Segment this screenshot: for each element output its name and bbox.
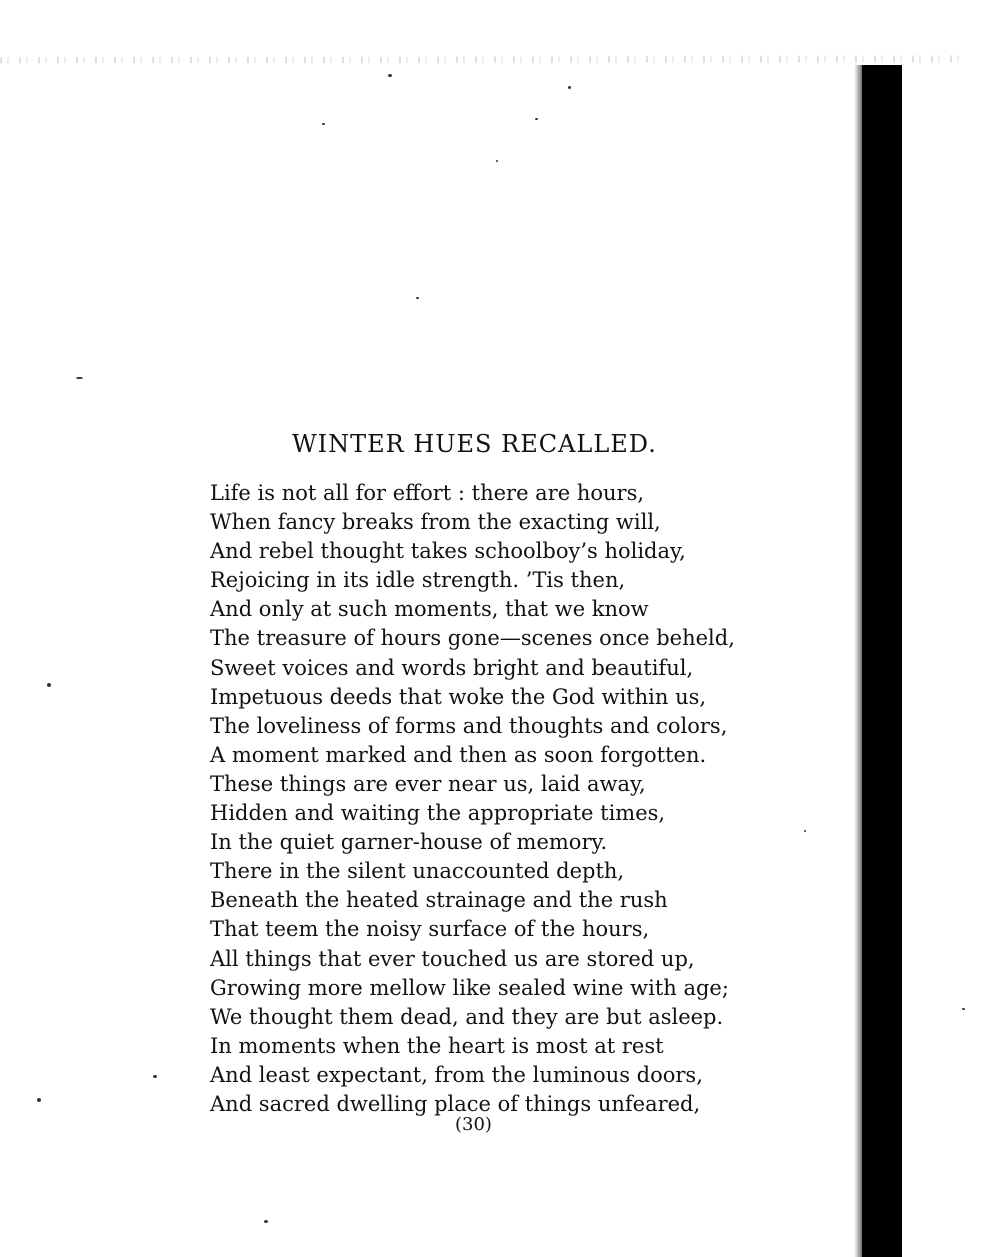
poem-line: A moment marked and then as soon forgotten. xyxy=(210,742,707,767)
scan-speck xyxy=(37,1098,41,1102)
poem-line: These things are ever near us, laid away, xyxy=(210,771,646,796)
scan-speck xyxy=(264,1220,268,1223)
poem-title: WINTER HUES RECALLED. xyxy=(292,430,657,458)
scan-speck xyxy=(568,86,571,89)
poem-line: Beneath the heated strainage and the rush xyxy=(210,888,668,913)
poem-line: In the quiet garner-house of memory. xyxy=(210,830,608,855)
poem-line: That teem the noisy surface of the hours, xyxy=(210,917,650,942)
binding-edge-strip xyxy=(862,65,902,1257)
poem-line: And least expectant, from the luminous doors, xyxy=(210,1062,703,1087)
poem-line: Growing more mellow like sealed wine with age; xyxy=(210,975,729,1000)
poem-line: Impetuous deeds that woke the God within us, xyxy=(210,684,707,709)
poem-line: When fancy breaks from the exacting will, xyxy=(210,510,661,535)
poem-line: And rebel thought takes schoolboy’s holiday, xyxy=(210,539,686,564)
poem-line: And only at such moments, that we know xyxy=(210,597,649,622)
poem-line: And sacred dwelling place of things unfeared, xyxy=(210,1091,701,1116)
poem-line: The treasure of hours gone—scenes once beheld, xyxy=(210,626,735,651)
scan-speck xyxy=(535,118,538,120)
scan-speck xyxy=(416,297,419,299)
scan-speck xyxy=(153,1075,157,1078)
scan-speck xyxy=(496,160,498,162)
poem-line: Rejoicing in its idle strength. ’Tis then, xyxy=(210,568,626,593)
poem-line: There in the silent unaccounted depth, xyxy=(210,859,625,884)
poem-line: All things that ever touched us are stored up, xyxy=(210,946,695,971)
poem-line: We thought them dead, and they are but asleep. xyxy=(210,1004,724,1029)
poem-line: In moments when the heart is most at rest xyxy=(210,1033,664,1058)
scan-noise xyxy=(0,50,960,68)
scan-speck xyxy=(804,830,806,832)
scan-speck xyxy=(322,123,325,125)
poem-line: Life is not all for effort : there are hours, xyxy=(210,481,645,505)
scan-speck xyxy=(76,377,83,379)
scan-speck xyxy=(962,1008,965,1010)
scan-speck xyxy=(47,683,51,687)
scan-speck xyxy=(388,74,392,77)
poem-line: The loveliness of forms and thoughts and colors, xyxy=(210,713,728,738)
poem-line: Sweet voices and words bright and beautiful, xyxy=(210,655,694,680)
poem-line: Hidden and waiting the appropriate times, xyxy=(210,801,666,826)
page-number: (30) xyxy=(455,1114,492,1135)
poem-body xyxy=(210,479,735,1119)
